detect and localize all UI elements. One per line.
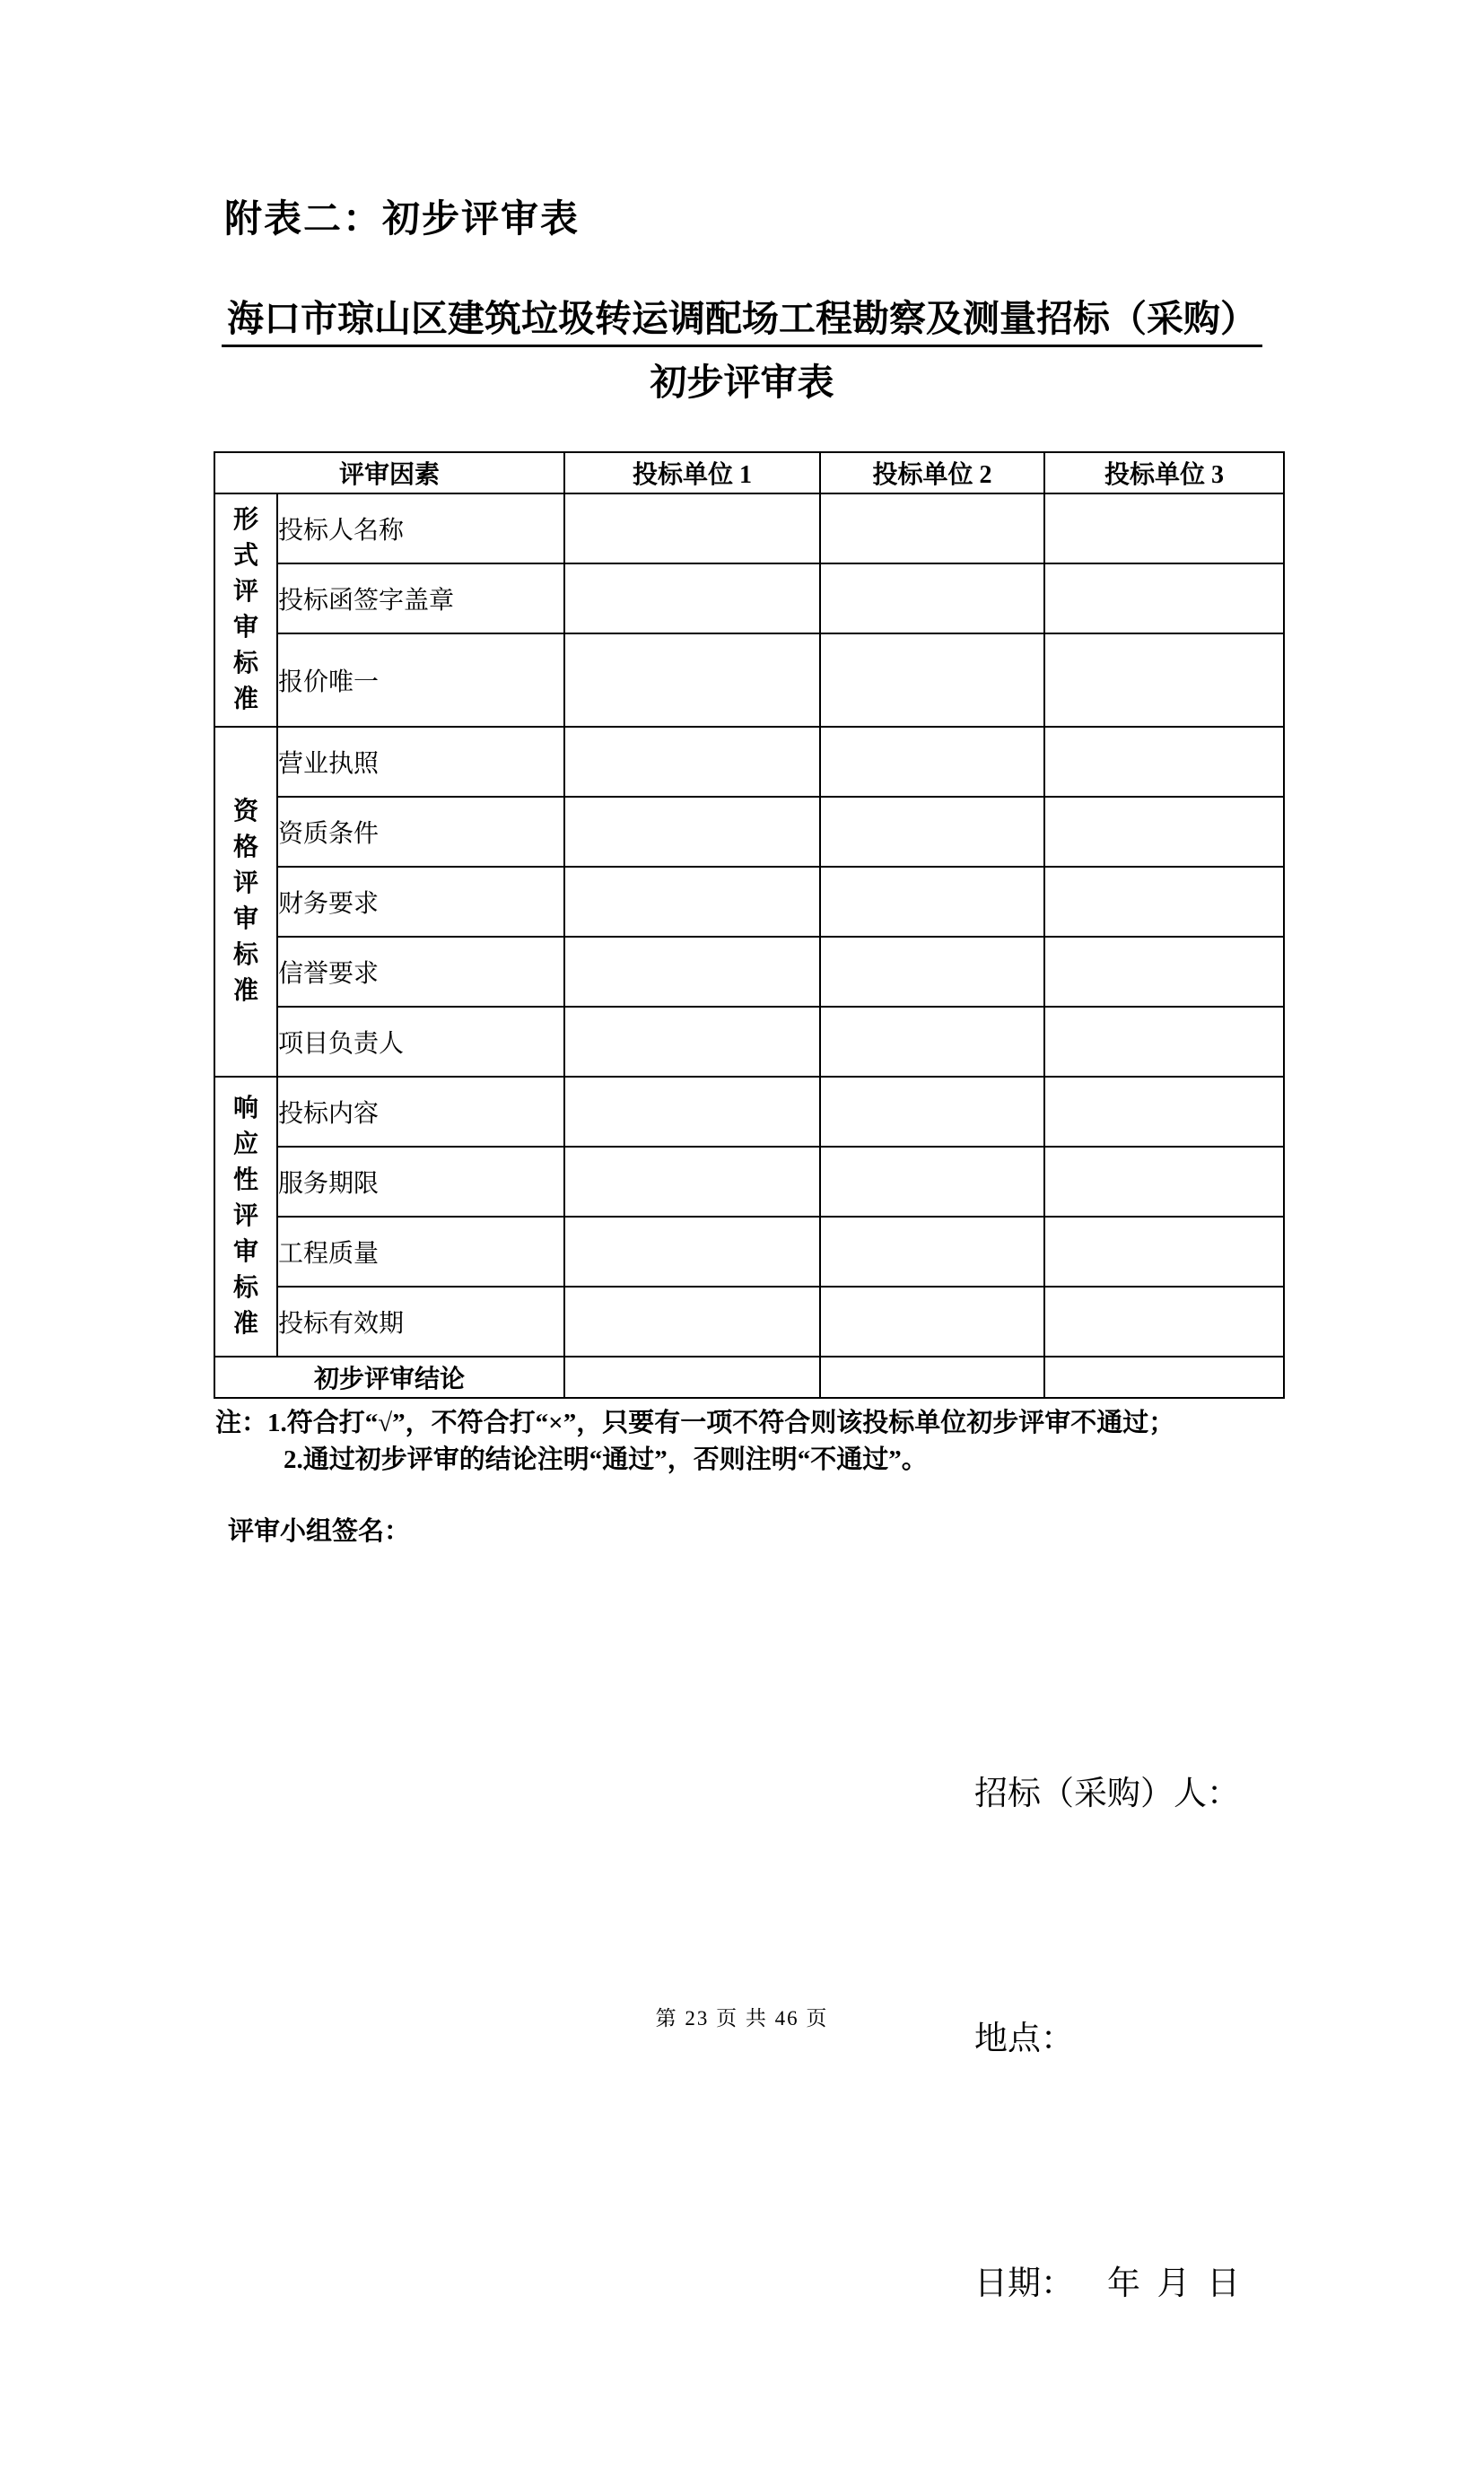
appendix-title: 附表二：初步评审表 xyxy=(224,199,581,240)
criterion-bidder-name: 投标人名称 xyxy=(277,493,564,563)
score-cell xyxy=(820,867,1044,937)
score-cell xyxy=(1044,867,1284,937)
score-cell xyxy=(1044,1147,1284,1217)
purchaser-label: 招标（采购）人： xyxy=(974,1776,1240,1812)
criterion-project-quality: 工程质量 xyxy=(277,1217,564,1287)
score-cell xyxy=(564,1007,820,1077)
score-cell xyxy=(564,1217,820,1287)
score-cell xyxy=(564,1147,820,1217)
criterion-financial-requirements: 财务要求 xyxy=(277,867,564,937)
criterion-qualification-conditions: 资质条件 xyxy=(277,797,564,867)
score-cell xyxy=(820,493,1044,563)
header-eval-factors: 评审因素 xyxy=(214,452,564,493)
tender-title-line2: 初步评审表 xyxy=(650,362,834,403)
category-qualification-review xyxy=(214,727,277,1077)
score-cell xyxy=(564,727,820,797)
score-cell xyxy=(1044,797,1284,867)
header-bidder-3: 投标单位 3 xyxy=(1044,452,1284,493)
score-cell xyxy=(564,937,820,1007)
score-cell xyxy=(564,493,820,563)
criterion-business-license: 营业执照 xyxy=(277,727,564,797)
category-qualification-review-label: 资格评审标准 xyxy=(232,798,258,1005)
date-label: 日期： 年 月 日 xyxy=(974,2265,1240,2302)
conclusion-label: 初步评审结论 xyxy=(214,1357,564,1398)
criterion-bid-letter-signature-seal: 投标函签字盖章 xyxy=(277,563,564,633)
score-cell xyxy=(564,867,820,937)
score-cell xyxy=(820,563,1044,633)
criterion-credit-requirements: 信誉要求 xyxy=(277,937,564,1007)
tender-title xyxy=(0,297,1484,404)
score-cell xyxy=(564,563,820,633)
score-cell xyxy=(1044,493,1284,563)
score-cell xyxy=(564,1287,820,1357)
notes-line-1: 注：1.符合打“√”，不符合打“×”，只要有一项不符合则该投标单位初步评审不通过； xyxy=(215,1409,1175,1437)
score-cell xyxy=(564,1077,820,1147)
score-cell xyxy=(820,633,1044,727)
score-cell xyxy=(820,1287,1044,1357)
score-cell xyxy=(820,797,1044,867)
criterion-service-period: 服务期限 xyxy=(277,1147,564,1217)
tender-title-line1: 海口市琼山区建筑垃圾转运调配场工程勘察及测量招标（采购） xyxy=(222,297,1262,347)
header-bidder-1: 投标单位 1 xyxy=(564,452,820,493)
notes-line-2: 2.通过初步评审的结论注明“通过”，否则注明“不通过”。 xyxy=(284,1445,928,1474)
score-cell xyxy=(1044,633,1284,727)
score-cell xyxy=(1044,1077,1284,1147)
score-cell xyxy=(1044,563,1284,633)
page-footer: 第 23 页 共 46 页 xyxy=(655,2007,829,2030)
score-cell xyxy=(820,1147,1044,1217)
score-cell xyxy=(820,937,1044,1007)
score-cell xyxy=(1044,1287,1284,1357)
conclusion-cell xyxy=(1044,1357,1284,1398)
category-responsiveness-review-label: 响应性评审标准 xyxy=(232,1095,258,1338)
score-cell xyxy=(1044,937,1284,1007)
table-notes xyxy=(215,1405,1355,1479)
score-cell xyxy=(1044,1007,1284,1077)
criterion-unique-quote: 报价唯一 xyxy=(277,633,564,727)
criterion-bid-content: 投标内容 xyxy=(277,1077,564,1147)
score-cell xyxy=(564,797,820,867)
score-cell xyxy=(820,1077,1044,1147)
score-cell xyxy=(820,1007,1044,1077)
conclusion-cell xyxy=(564,1357,820,1398)
criterion-bid-validity: 投标有效期 xyxy=(277,1287,564,1357)
conclusion-cell xyxy=(820,1357,1044,1398)
category-responsiveness-review xyxy=(214,1077,277,1357)
header-bidder-2: 投标单位 2 xyxy=(820,452,1044,493)
score-cell xyxy=(564,633,820,727)
category-formal-review xyxy=(214,493,277,727)
location-label: 地点： xyxy=(974,2021,1074,2057)
category-formal-review-label: 形式评审标准 xyxy=(232,506,258,713)
preliminary-evaluation-table xyxy=(214,451,1285,1399)
criterion-project-leader: 项目负责人 xyxy=(277,1007,564,1077)
score-cell xyxy=(1044,1217,1284,1287)
score-cell xyxy=(820,727,1044,797)
review-panel-signature-label: 评审小组签名： xyxy=(228,1517,411,1546)
score-cell xyxy=(820,1217,1044,1287)
score-cell xyxy=(1044,727,1284,797)
signature-block xyxy=(974,1590,1240,2488)
